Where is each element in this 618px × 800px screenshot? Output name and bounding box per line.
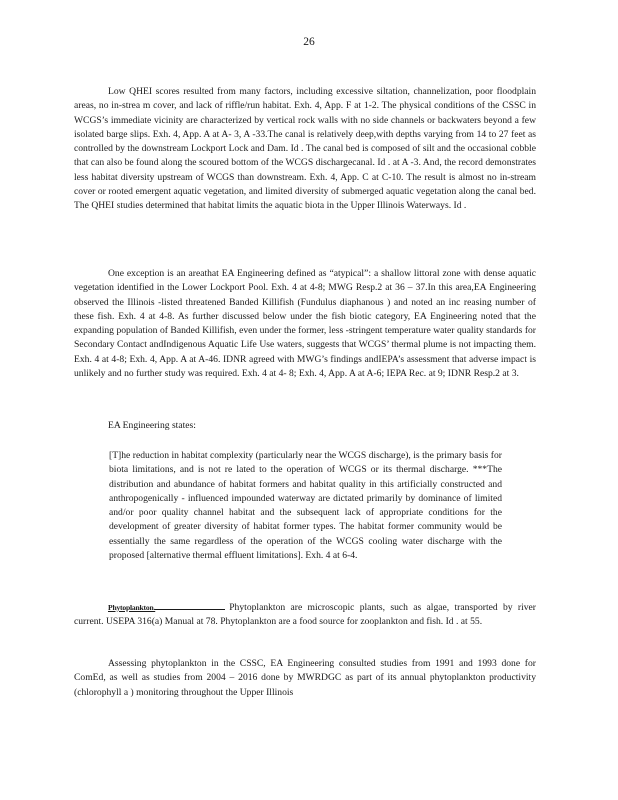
heading-rule <box>155 601 225 610</box>
paragraph-phytoplankton <box>74 601 536 630</box>
paragraph-habitat-scores: Low QHEI scores resulted from many factors, including excessive siltation, channelization, poor floodplain areas, no in-strea m cover, and lack of riffle/run habitat. Exh. 4, App. F at 1-2. The physical conditions of the CSSC in WCGS’s immediate vicinity are characterized by vertical rock walls with no side channels or backwaters beyond a few isolated barge slips. Exh. 4, App. A at A- 3, A -33.The canal is relatively deep,with depths varying from 14 to 27 feet as controlled by the downstream Lockport Lock and Dam. Id . The canal bed is composed of silt and the occasional cobble that can also be found along the scoured bottom of the WCGS dischargecanal. Id . at A -3. And, the record demonstrates less habitat diversity upstream of WCGS than downstream. Exh. 4, App. C at C-10. The result is almost no in-stream cover or rooted emergent aquatic vegetation, and limited diversity of submerged aquatic vegetation along the canal bed. The QHEI studies determined that habitat limits the aquatic biota in the Upper Illinois Waterways. Id . <box>74 86 536 212</box>
section-heading-phytoplankton: Phytoplankton. <box>108 603 156 612</box>
paragraph-assessing-phytoplankton: Assessing phytoplankton in the CSSC, EA Engineering consulted studies from 1991 and 1993 done for ComEd, as well as studies from 2004 – 2016 done by MWRDGC as part of its annual phytoplankton productivity (chlorophyll a ) monitoring throughout the Upper Illinois <box>74 658 536 698</box>
paragraph-atypical-area: One exception is an areathat EA Engineering defined as “atypical”: a shallow littoral zone with dense aquatic vegetation identified in the Lower Lockport Pool. Exh. 4 at 4-8; MWG Resp.2 at 36 – 37.In this area,EA Engineering observed the Illinois -listed threatened Banded Killifish (Fundulus diaphanous ) and noted an inc reasing number of these fish. Exh. 4 at 4-8. As further discussed below under the fish biotic category, EA Engineering noted that the expanding population of Banded Killifish, even under the former, less -stringent temperature water quality standards for Secondary Contact andIndigenous Aquatic Life Use waters, suggests that WCGS’ thermal plume is not impacting them. Exh. 4 at 4-8; Exh. 4, App. A at A-46. IDNR agreed with MWG’s findings andIEPA’s assessment that adverse impact is unlikely and no further study was required. Exh. 4 at 4- 8; Exh. 4, App. A at A-6; IEPA Rec. at 9; IDNR Resp.2 at 3. <box>74 268 536 380</box>
page-number: 26 <box>303 36 315 48</box>
phytoplankton-text: Phytoplankton are microscopic plants, such as algae, transported by river current. USEPA 316(a) Manual at 78. Phytoplankton are a food source for zooplankton and fish. Id . at 55. <box>74 602 536 628</box>
quote-lead-in: EA Engineering states: <box>108 420 196 431</box>
block-quote: [T]he reduction in habitat complexity (particularly near the WCGS discharge), is the primary basis for biota limitations, and is not re lated to the operation of WCGS or its thermal discharge. ***The distribution and abundance of habitat formers and habitat quality in this artificially constructed and anthropogenically - influenced impounded waterway are dictated primarily by dominance of limited and/or poor quality channel habitat and the subsequent lack of appropriate conditions for the development of greater diversity of habitat former types. The habitat former community would be essentially the same regardless of the operation of the WCGS cooling water discharge with the proposed [alternative thermal effluent limitations]. Exh. 4 at 6-4. <box>109 450 502 562</box>
